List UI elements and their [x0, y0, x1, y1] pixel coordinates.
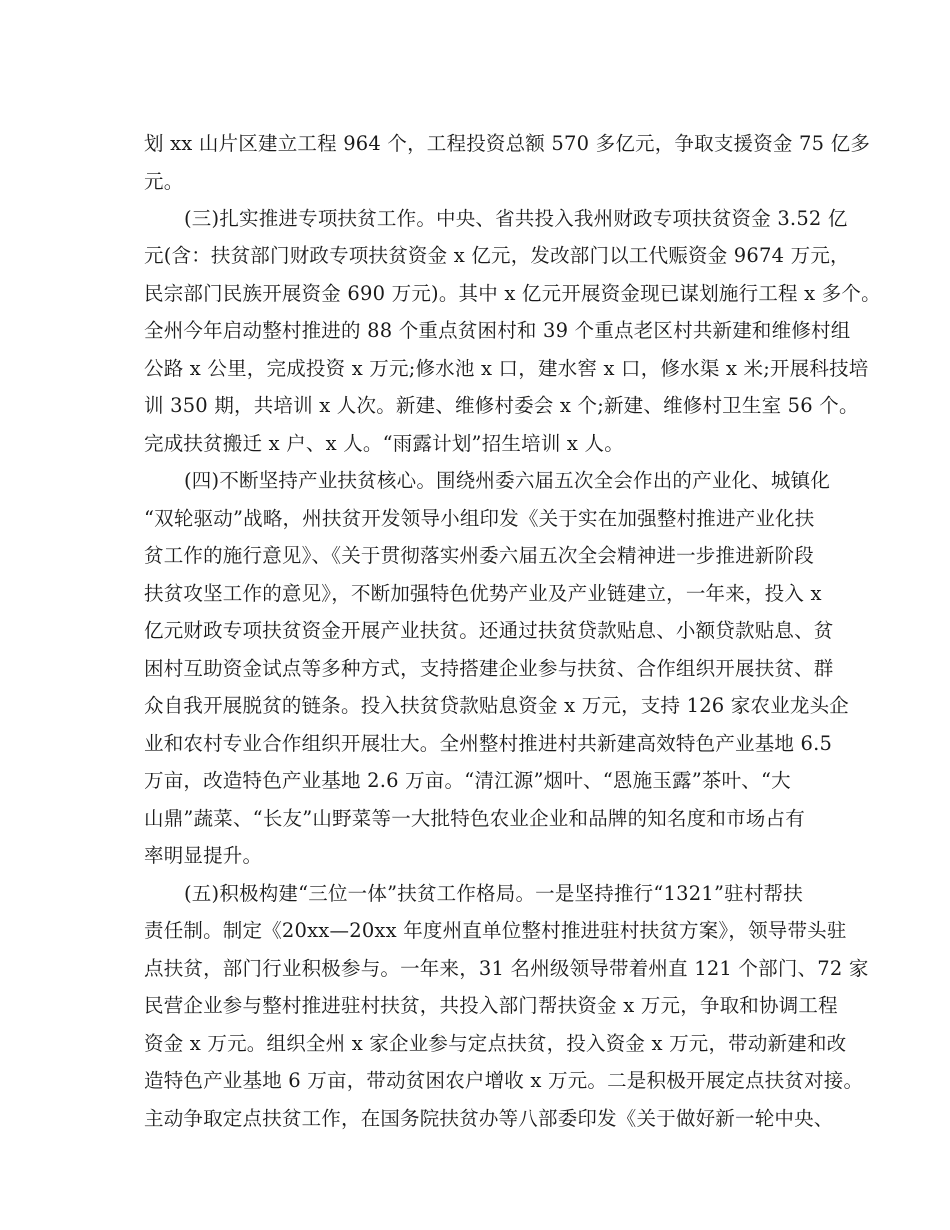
text-line: 亿元财政专项扶贫资金开展产业扶贫。还通过扶贫贷款贴息、小额贷款贴息、贫 [144, 619, 834, 642]
text-line: 全州今年启动整村推进的 88 个重点贫困村和 39 个重点老区村共新建和维修村组 [144, 319, 851, 342]
text-line: 率明显提升。 [144, 844, 263, 867]
text-line: 扶贫攻坚工作的意见》，不断加强特色优势产业及产业链建立，一年来，投入 x [144, 582, 822, 605]
text-line: 民宗部门民族开展资金 690 万元)。其中 x 亿元开展资金现已谋划施行工程 x 多个。 [144, 282, 881, 305]
text-line: 山鼎”蔬菜、“长友”山野菜等一大批特色农业企业和品牌的知名度和市场占有 [144, 807, 805, 830]
text-line: 造特色产业基地 6 万亩，带动贫困农户增收 x 万元。二是积极开展定点扶贫对接。 [144, 1069, 864, 1092]
text-line: 贫工作的施行意见》、《关于贯彻落实州委六届五次全会精神进一步推进新阶段 [144, 544, 815, 567]
paragraph-start-line: (五)积极构建“三位一体”扶贫工作格局。一是坚持推行“1321”驻村帮扶 [184, 882, 803, 905]
text-line: 万亩，改造特色产业基地 2.6 万亩。“清江源”烟叶、“恩施玉露”茶叶、“大 [144, 769, 791, 792]
paragraph-start-line: (三)扎实推进专项扶贫工作。中央、省共投入我州财政专项扶贫资金 3.52 亿 [184, 207, 848, 230]
text-line: 公路 x 公里，完成投资 x 万元;修水池 x 口，建水窖 x 口，修水渠 x 米;开展科技培 [144, 357, 869, 380]
text-line: 元(含：扶贫部门财政专项扶贫资金 x 亿元，发改部门以工代赈资金 9674 万元， [144, 244, 850, 267]
text-line: 训 350 期，共培训 x 人次。新建、维修村委会 x 个;新建、维修村卫生室 56 个。 [144, 394, 859, 417]
text-line: 民营企业参与整村推进驻村扶贫，共投入部门帮扶资金 x 万元，争取和协调工程 [144, 994, 838, 1017]
text-line: 业和农村专业合作组织开展壮大。全州整村推进村共新建高效特色产业基地 6.5 [144, 732, 833, 755]
text-line: 资金 x 万元。组织全州 x 家企业参与定点扶贫，投入资金 x 万元，带动新建和改 [144, 1032, 847, 1055]
text-line: 元。 [144, 170, 184, 193]
text-line: 困村互助资金试点等多种方式，支持搭建企业参与扶贫、合作组织开展扶贫、群 [144, 657, 834, 680]
text-line: 主动争取定点扶贫工作，在国务院扶贫办等八部委印发《关于做好新一轮中央、 [144, 1107, 834, 1130]
text-line: 责任制。制定《20xx—20xx 年度州直单位整村推进驻村扶贫方案》，领导带头驻 [144, 919, 847, 942]
text-line: 划 xx 山片区建立工程 964 个，工程投资总额 570 多亿元，争取支援资金 75 亿多 [144, 132, 871, 155]
text-line: 众自我开展脱贫的链条。投入扶贫贷款贴息资金 x 万元，支持 126 家农业龙头企 [144, 694, 850, 717]
text-line: “双轮驱动”战略，州扶贫开发领导小组印发《关于实在加强整村推进产业化扶 [144, 507, 815, 530]
text-line: 点扶贫，部门行业积极参与。一年来，31 名州级领导带着州直 121 个部门、72 家 [144, 957, 869, 980]
text-line: 完成扶贫搬迁 x 户、x 人。“雨露计划”招生培训 x 人。 [144, 432, 624, 455]
paragraph-start-line: (四)不断坚持产业扶贫核心。围绕州委六届五次全会作出的产业化、城镇化 [184, 469, 831, 492]
